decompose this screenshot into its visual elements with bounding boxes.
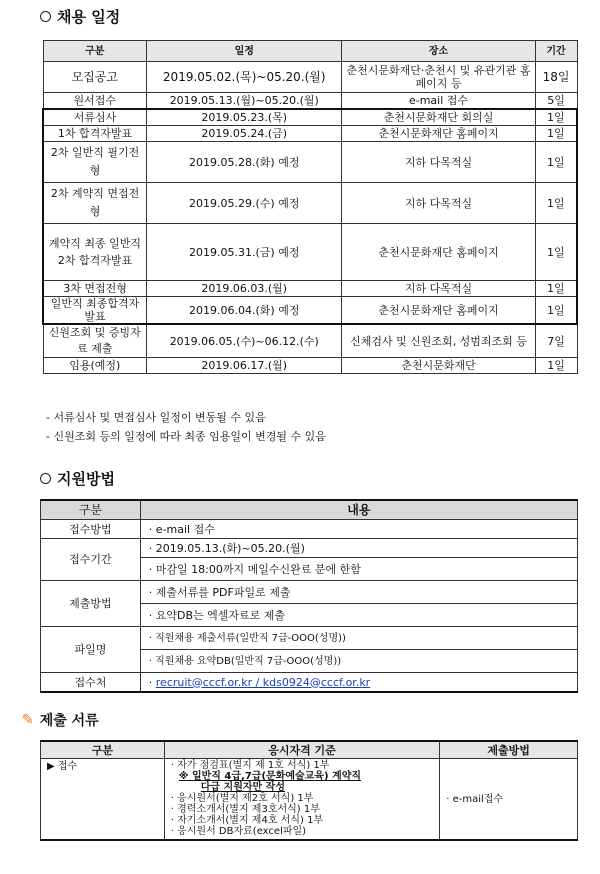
table-row: 2차 계약직 면접전형 2019.05.29.(수) 예정 지하 다목적실 1일 xyxy=(43,183,577,224)
table-row: 모집공고 2019.05.02.(목)~05.20.(월) 춘천시문화재단·춘천시 및 유관기관 홈페이지 등 18일 xyxy=(43,62,577,93)
table-row: · 직원채용 요약DB(일반직 7급-OOO(성명)) xyxy=(41,650,578,673)
schedule-notes: - 서류심사 및 면접심사 일정이 변동될 수 있음 - 신원조회 등의 일정에 따라 최종 임용일이 변경될 수 있음 xyxy=(46,411,326,443)
apply-header-row: 구분 내용 xyxy=(41,500,578,520)
table-row: 제출방법 · 제출서류를 PDF파일로 제출 xyxy=(41,581,578,604)
table-row: 서류심사 2019.05.23.(목) 춘천시문화재단 회의실 1일 xyxy=(43,109,577,126)
schedule-header-row: 구분 일정 장소 기간 xyxy=(43,41,577,62)
table-row: 임용(예정) 2019.06.17.(월) 춘천시문화재단 1일 xyxy=(43,358,577,374)
table-row: 1차 합격자발표 2019.05.24.(금) 춘천시문화재단 홈페이지 1일 xyxy=(43,126,577,142)
docs-section-title: ✎ 제출 서류 xyxy=(22,712,99,729)
table-row: 파일명 · 직원채용 제출서류(일반직 7급-OOO(성명)) xyxy=(41,627,578,650)
table-row: 신원조회 및 증빙자료 제출 2019.06.05.(수)~06.12.(수) 신체검사 및 신원조회, 성범죄조회 등 7일 xyxy=(43,324,577,358)
table-row: 3차 면접전형 2019.06.03.(월) 지하 다목적실 1일 xyxy=(43,281,577,297)
table-row: 2차 일반직 필기전형 2019.05.28.(화) 예정 지하 다목적실 1일 xyxy=(43,142,577,183)
table-row: 원서접수 2019.05.13.(월)~05.20.(월) e-mail 접수 5일 xyxy=(43,93,577,110)
table-row: · 마감일 18:00까지 메일수신완료 분에 한함 xyxy=(41,558,578,581)
circle-bullet-icon xyxy=(40,473,51,484)
table-row: · 요약DB는 엑셀자료로 제출 xyxy=(41,604,578,627)
schedule-section-title: 채용 일정 xyxy=(40,6,120,27)
table-row: 접수기간 · 2019.05.13.(화)~05.20.(월) xyxy=(41,539,578,558)
apply-table xyxy=(40,499,578,693)
docs-table xyxy=(40,740,578,841)
recruit-email-link[interactable]: recruit@cccf.or.kr / kds0924@cccf.or.kr xyxy=(155,675,371,689)
pen-icon: ✎ xyxy=(22,712,34,728)
circle-bullet-icon xyxy=(40,11,51,22)
docs-header-row: 구분 응시자격 기준 제출방법 xyxy=(41,741,578,759)
table-row: 계약직 최종 일반직 2차 합격자발표 2019.05.31.(금) 예정 춘천시문화재단 홈페이지 1일 xyxy=(43,224,577,281)
table-row: ▶ 접수 · 자가 점검표(별지 제 1호 서식) 1부 ※ 일반직 4급,7급(문화예술교육) 계약직 다급 지원자만 작성 · 응시원서(별지 제2호 서식) 1부 · 경력소개서(별지 제3호서식) 1부 · 자기소개서(별지 제4호 서식) 1부 · 응시원서 DB자료(excel파일) · e-mail접수 xyxy=(41,759,578,841)
apply-section-title: 지원방법 xyxy=(40,468,115,489)
table-row: 접수처 · recruit@cccf.or.kr / kds0924@cccf.or.kr xyxy=(41,673,578,693)
schedule-table xyxy=(42,40,578,374)
table-row: 접수방법 · e-mail 접수 xyxy=(41,520,578,539)
table-row: 일반직 최종합격자발표 2019.06.04.(화) 예정 춘천시문화재단 홈페이지 1일 xyxy=(43,297,577,325)
